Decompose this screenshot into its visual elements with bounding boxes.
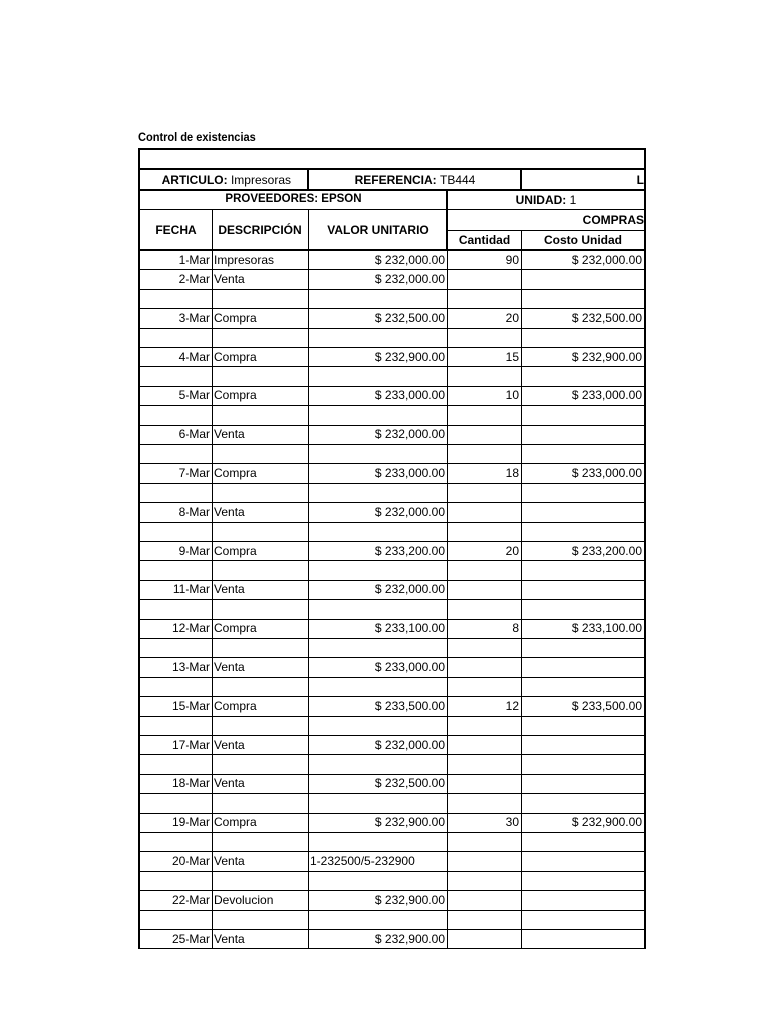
cell-fecha[interactable]: 4-Mar: [178, 349, 210, 364]
cell-cantidad[interactable]: [448, 871, 521, 890]
cell-descripcion[interactable]: Venta: [214, 854, 245, 869]
cell-costo[interactable]: [522, 910, 644, 929]
cell-valor[interactable]: $ 232,900.00: [374, 892, 445, 907]
cell-costo[interactable]: [522, 851, 644, 870]
articulo-label: ARTICULO:: [161, 172, 228, 187]
cell-costo[interactable]: [522, 774, 644, 793]
cell-cantidad[interactable]: 15: [505, 349, 519, 364]
cell-fecha[interactable]: [140, 832, 212, 851]
cell-descripcion[interactable]: Compra: [214, 621, 257, 636]
cell-costo[interactable]: [522, 832, 644, 851]
cell-descripcion[interactable]: [213, 366, 308, 385]
cell-valor[interactable]: $ 233,000.00: [374, 660, 445, 675]
cell-cantidad[interactable]: [448, 328, 521, 347]
cell-descripcion[interactable]: [213, 716, 308, 735]
articulo-value: Impresoras: [230, 172, 291, 187]
cell-costo[interactable]: [522, 483, 644, 502]
cell-cantidad[interactable]: [448, 851, 521, 870]
cell-cantidad[interactable]: 18: [505, 466, 519, 481]
cell-fecha[interactable]: [140, 560, 212, 579]
cell-costo[interactable]: $ 233,000.00: [571, 466, 642, 481]
cell-cantidad[interactable]: [448, 793, 521, 812]
cell-costo[interactable]: [522, 580, 644, 599]
cell-fecha[interactable]: 22-Mar: [171, 892, 210, 907]
cell-fecha[interactable]: [140, 483, 212, 502]
col-valor-unitario: VALOR UNITARIO: [327, 222, 429, 237]
cell-valor[interactable]: [309, 716, 447, 735]
cell-fecha[interactable]: 12-Mar: [171, 621, 210, 636]
referencia-value: TB444: [440, 172, 476, 187]
cell-costo[interactable]: [522, 366, 644, 385]
cell-valor[interactable]: [309, 289, 447, 308]
cell-valor[interactable]: [309, 560, 447, 579]
cell-fecha[interactable]: [140, 910, 212, 929]
cell-valor[interactable]: $ 233,000.00: [374, 466, 445, 481]
cell-valor[interactable]: $ 233,000.00: [374, 388, 445, 403]
border: [446, 189, 448, 249]
cell-valor[interactable]: [309, 483, 447, 502]
cell-valor[interactable]: [309, 366, 447, 385]
unidad-label: UNIDAD:: [515, 192, 567, 207]
cell-valor[interactable]: [309, 677, 447, 696]
cell-cantidad[interactable]: 8: [512, 621, 519, 636]
cell-descripcion[interactable]: Venta: [214, 737, 245, 752]
cell-cantidad[interactable]: [448, 405, 521, 424]
cell-costo[interactable]: $ 232,900.00: [571, 815, 642, 830]
cell-cantidad[interactable]: [448, 366, 521, 385]
cell-fecha[interactable]: [140, 716, 212, 735]
referencia-cell: [309, 170, 521, 189]
cell-cantidad[interactable]: [448, 716, 521, 735]
cell-valor[interactable]: [309, 444, 447, 463]
column-border: [308, 250, 309, 948]
cell-descripcion[interactable]: [213, 599, 308, 618]
cell-fecha[interactable]: 7-Mar: [178, 466, 210, 481]
cell-valor[interactable]: [309, 599, 447, 618]
col-compras: COMPRAS: [582, 213, 644, 227]
cell-descripcion[interactable]: Compra: [214, 388, 257, 403]
cell-valor[interactable]: $ 232,900.00: [374, 931, 445, 946]
cell-fecha[interactable]: 1-Mar: [178, 252, 210, 267]
cell-cantidad[interactable]: [448, 425, 521, 444]
cell-cantidad[interactable]: [448, 444, 521, 463]
cell-costo[interactable]: [522, 425, 644, 444]
cell-fecha[interactable]: 2-Mar: [178, 272, 210, 287]
cell-descripcion[interactable]: Venta: [214, 504, 245, 519]
referencia-label: REFERENCIA:: [354, 172, 437, 187]
border: [520, 168, 522, 189]
cell-valor[interactable]: $ 233,100.00: [374, 621, 445, 636]
cell-fecha[interactable]: 17-Mar: [171, 737, 210, 752]
cell-fecha[interactable]: 5-Mar: [178, 388, 210, 403]
cell-valor[interactable]: $ 232,900.00: [374, 349, 445, 364]
cell-descripcion[interactable]: [213, 289, 308, 308]
cell-cantidad[interactable]: [448, 522, 521, 541]
cell-fecha[interactable]: 25-Mar: [171, 931, 210, 946]
cell-fecha[interactable]: 11-Mar: [172, 582, 210, 597]
cell-descripcion[interactable]: [213, 638, 308, 657]
cell-fecha[interactable]: [140, 638, 212, 657]
cell-cantidad[interactable]: [448, 502, 521, 521]
cell-descripcion[interactable]: Compra: [214, 310, 257, 325]
cell-valor[interactable]: $ 232,500.00: [374, 310, 445, 325]
cell-descripcion[interactable]: Venta: [214, 776, 245, 791]
cell-costo[interactable]: [522, 502, 644, 521]
cell-descripcion[interactable]: [213, 328, 308, 347]
col-descripcion: DESCRIPCIÓN: [218, 222, 302, 237]
cell-valor[interactable]: [309, 638, 447, 657]
articulo-cell: [140, 170, 308, 189]
column-border: [447, 250, 448, 948]
cell-fecha[interactable]: [140, 405, 212, 424]
cell-cantidad[interactable]: [448, 677, 521, 696]
cell-costo[interactable]: $ 233,000.00: [571, 388, 642, 403]
cell-fecha[interactable]: [140, 754, 212, 773]
border: [307, 168, 309, 189]
cell-costo[interactable]: [522, 871, 644, 890]
cell-fecha[interactable]: [140, 444, 212, 463]
cell-costo[interactable]: [522, 638, 644, 657]
cell-descripcion[interactable]: [213, 444, 308, 463]
cell-descripcion[interactable]: [213, 522, 308, 541]
cell-costo[interactable]: $ 232,500.00: [571, 310, 642, 325]
cut-label: L: [636, 172, 644, 187]
cell-valor[interactable]: $ 232,000.00: [374, 272, 445, 287]
cell-costo[interactable]: $ 232,900.00: [571, 349, 642, 364]
cell-descripcion[interactable]: [213, 483, 308, 502]
cell-cantidad[interactable]: [448, 657, 521, 676]
cell-valor[interactable]: $ 232,000.00: [374, 252, 445, 267]
cell-valor[interactable]: [309, 871, 447, 890]
cell-fecha[interactable]: 13-Mar: [171, 660, 210, 675]
cell-descripcion[interactable]: [213, 405, 308, 424]
cell-descripcion[interactable]: [213, 871, 308, 890]
cell-fecha[interactable]: 19-Mar: [171, 815, 210, 830]
cell-costo[interactable]: [522, 560, 644, 579]
unidad-cell: [448, 190, 644, 209]
proveedores-value: EPSON: [321, 192, 362, 205]
cell-valor[interactable]: $ 233,200.00: [374, 543, 445, 558]
cell-descripcion[interactable]: Compra: [214, 466, 257, 481]
cell-descripcion[interactable]: Compra: [214, 543, 257, 558]
cell-descripcion[interactable]: Compra: [214, 815, 257, 830]
cell-cantidad[interactable]: [448, 774, 521, 793]
cell-fecha[interactable]: 18-Mar: [171, 776, 210, 791]
cell-costo[interactable]: $ 233,500.00: [571, 698, 642, 713]
cell-descripcion[interactable]: [213, 910, 308, 929]
cut-header-cell: [522, 170, 644, 189]
cell-costo[interactable]: $ 233,100.00: [571, 621, 642, 636]
cell-cantidad[interactable]: 20: [505, 310, 519, 325]
cell-fecha[interactable]: 8-Mar: [178, 504, 210, 519]
cell-fecha[interactable]: [140, 366, 212, 385]
row-border: [138, 948, 645, 949]
cell-cantidad[interactable]: [448, 560, 521, 579]
cell-descripcion[interactable]: Venta: [214, 427, 245, 442]
cell-cantidad[interactable]: 12: [505, 698, 519, 713]
cell-descripcion[interactable]: [213, 793, 308, 812]
cell-cantidad[interactable]: [448, 890, 521, 909]
cell-descripcion[interactable]: [213, 754, 308, 773]
cell-valor[interactable]: $ 232,900.00: [374, 815, 445, 830]
column-border: [521, 250, 522, 948]
cell-cantidad[interactable]: 20: [505, 543, 519, 558]
cell-valor[interactable]: $ 232,000.00: [374, 582, 445, 597]
cell-cantidad[interactable]: [448, 599, 521, 618]
cell-costo[interactable]: [522, 793, 644, 812]
proveedores-label: PROVEEDORES:: [225, 192, 319, 205]
cell-descripcion[interactable]: [213, 677, 308, 696]
cell-fecha[interactable]: [140, 328, 212, 347]
unidad-value: 1: [569, 192, 577, 207]
col-fecha: FECHA: [155, 222, 197, 237]
cell-cantidad[interactable]: [448, 638, 521, 657]
proveedores-cell: [140, 190, 447, 209]
cell-descripcion[interactable]: Venta: [214, 272, 245, 287]
cell-cantidad[interactable]: 10: [505, 388, 519, 403]
cell-fecha[interactable]: [140, 522, 212, 541]
cell-descripcion[interactable]: [213, 832, 308, 851]
cell-valor[interactable]: $ 232,000.00: [374, 737, 445, 752]
cell-costo[interactable]: $ 233,200.00: [571, 543, 642, 558]
cell-fecha[interactable]: [140, 871, 212, 890]
cell-valor[interactable]: [309, 910, 447, 929]
cell-valor[interactable]: [309, 405, 447, 424]
cell-cantidad[interactable]: [448, 910, 521, 929]
cell-fecha[interactable]: 9-Mar: [178, 543, 210, 558]
cell-descripcion[interactable]: Venta: [214, 582, 245, 597]
cell-descripcion[interactable]: Compra: [214, 698, 257, 713]
col-costo-unidad: Costo Unidad: [544, 233, 622, 247]
cell-cantidad[interactable]: 30: [505, 815, 519, 830]
cell-valor[interactable]: $ 233,500.00: [374, 698, 445, 713]
cell-cantidad[interactable]: 90: [505, 252, 519, 267]
cell-costo[interactable]: [522, 444, 644, 463]
cell-costo[interactable]: [522, 890, 644, 909]
border: [212, 209, 213, 249]
cell-costo[interactable]: [522, 929, 644, 948]
cell-costo[interactable]: $ 232,000.00: [571, 252, 642, 267]
cell-costo[interactable]: [522, 657, 644, 676]
cell-valor[interactable]: [309, 793, 447, 812]
cell-fecha[interactable]: [140, 793, 212, 812]
cell-valor[interactable]: $ 232,000.00: [374, 427, 445, 442]
cell-fecha[interactable]: 15-Mar: [171, 698, 210, 713]
cell-descripcion[interactable]: [213, 560, 308, 579]
cell-cantidad[interactable]: [448, 483, 521, 502]
sheet-title: Control de existencias: [138, 130, 256, 144]
cell-descripcion[interactable]: Devolucion: [214, 892, 274, 907]
cell-cantidad[interactable]: [448, 269, 521, 288]
border: [521, 230, 522, 249]
cell-fecha[interactable]: [140, 289, 212, 308]
cell-fecha[interactable]: [140, 599, 212, 618]
cell-cantidad[interactable]: [448, 580, 521, 599]
cell-valor[interactable]: [309, 832, 447, 851]
cell-fecha[interactable]: 20-Mar: [171, 854, 210, 869]
cell-costo[interactable]: [522, 754, 644, 773]
cell-fecha[interactable]: [140, 677, 212, 696]
cell-valor[interactable]: 1-232500/5-232900: [310, 854, 415, 869]
cell-costo[interactable]: [522, 522, 644, 541]
cell-cantidad[interactable]: [448, 754, 521, 773]
cell-cantidad[interactable]: [448, 289, 521, 308]
cell-costo[interactable]: [522, 599, 644, 618]
cell-costo[interactable]: [522, 735, 644, 754]
cell-descripcion[interactable]: Compra: [214, 349, 257, 364]
cell-cantidad[interactable]: [448, 735, 521, 754]
col-cantidad: Cantidad: [458, 233, 511, 247]
cell-fecha[interactable]: 3-Mar: [178, 310, 210, 325]
border: [308, 209, 309, 249]
cell-costo[interactable]: [522, 405, 644, 424]
cell-valor[interactable]: $ 232,000.00: [374, 504, 445, 519]
cell-valor[interactable]: [309, 522, 447, 541]
cell-valor[interactable]: [309, 754, 447, 773]
cell-fecha[interactable]: 6-Mar: [178, 427, 210, 442]
cell-valor[interactable]: $ 232,500.00: [374, 776, 445, 791]
cell-descripcion[interactable]: Impresoras: [214, 252, 275, 267]
cell-costo[interactable]: [522, 716, 644, 735]
cell-costo[interactable]: [522, 328, 644, 347]
cell-valor[interactable]: [309, 328, 447, 347]
cell-costo[interactable]: [522, 269, 644, 288]
border: [138, 148, 646, 150]
cell-descripcion[interactable]: Venta: [214, 660, 245, 675]
cell-costo[interactable]: [522, 677, 644, 696]
column-border: [212, 250, 213, 948]
cell-costo[interactable]: [522, 289, 644, 308]
cell-cantidad[interactable]: [448, 832, 521, 851]
cell-descripcion[interactable]: Venta: [214, 931, 245, 946]
cell-cantidad[interactable]: [448, 929, 521, 948]
